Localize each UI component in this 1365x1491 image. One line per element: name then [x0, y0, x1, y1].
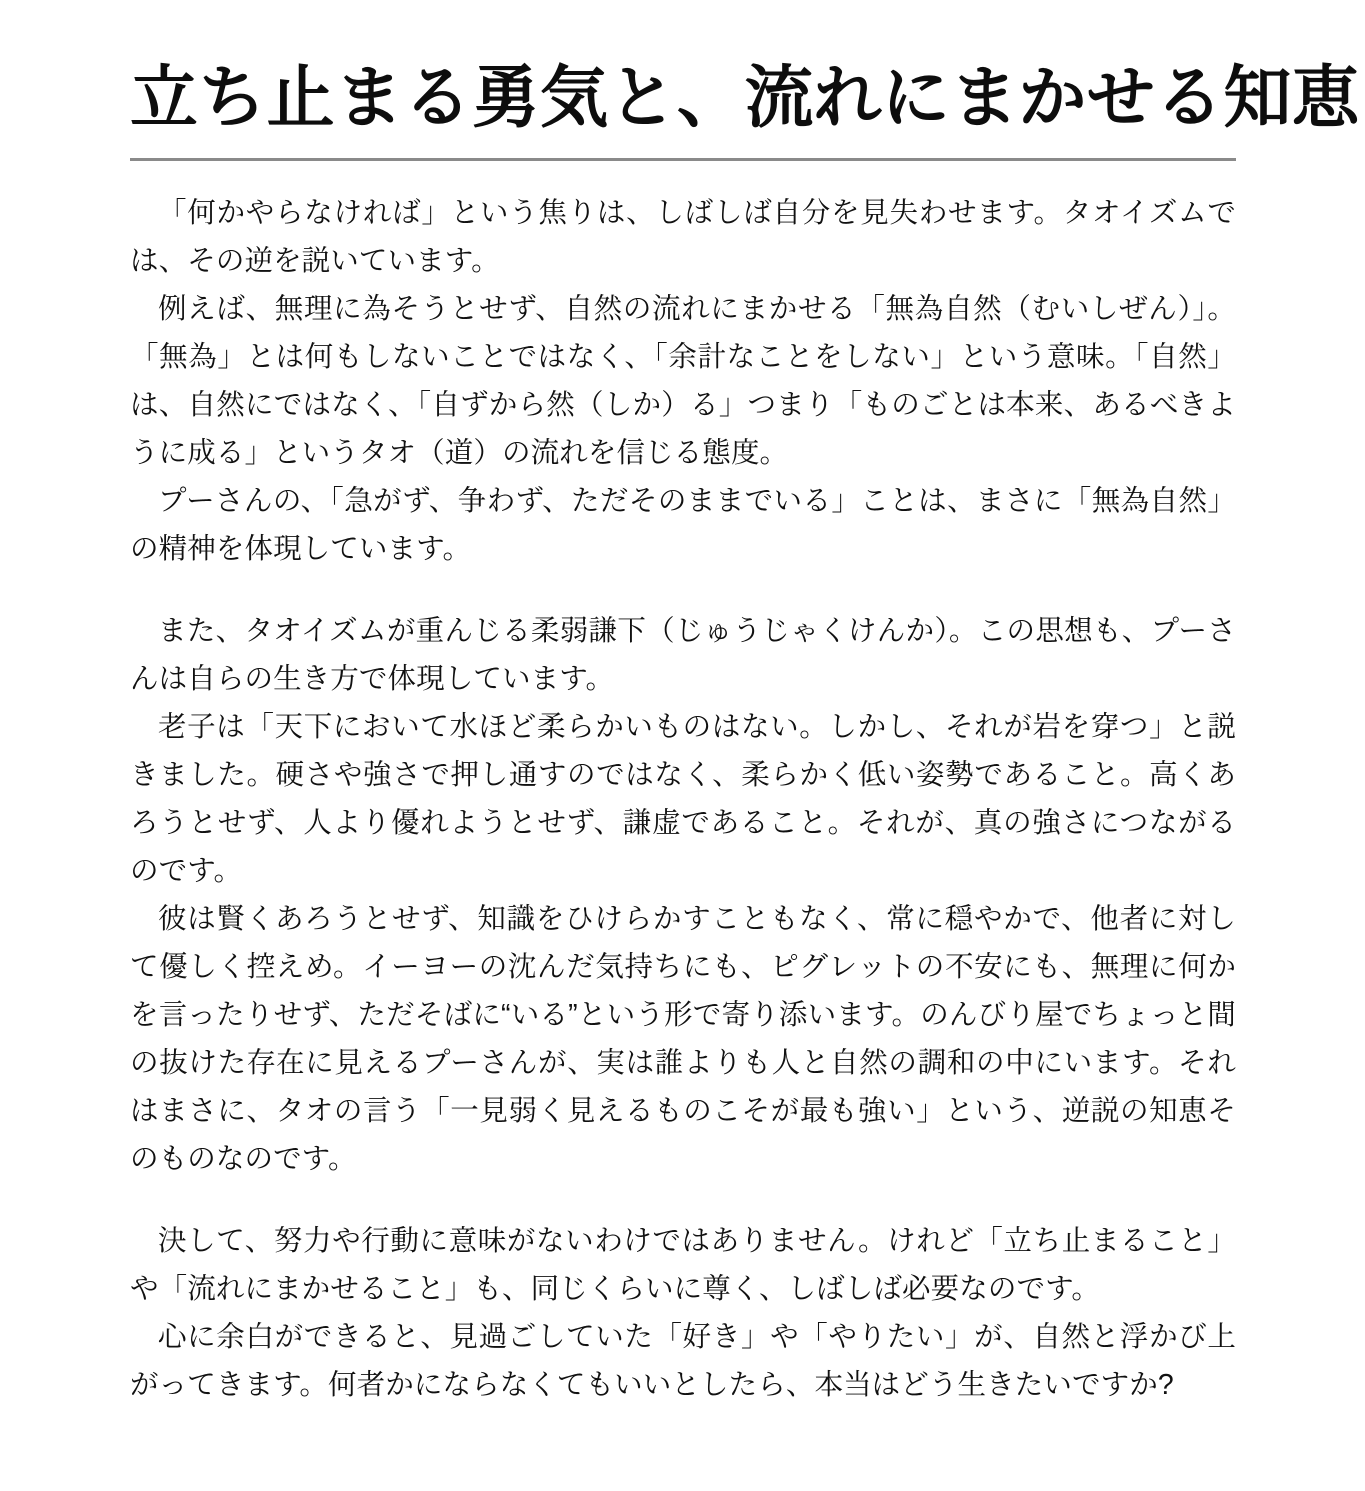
text-block	[130, 1217, 1236, 1409]
title-divider	[130, 158, 1236, 161]
text-block	[130, 607, 1236, 1183]
document-content	[130, 0, 1361, 1409]
paragraph: 決して、努力や行動に意味がないわけではありません。けれど「立ち止まること」や「流れにまかせること」も、同じくらいに尊く、しばしば必要なのです。	[130, 1225, 1236, 1306]
paragraph: また、タオイズムが重んじる柔弱謙下（じゅうじゃくけんか）。この思想も、プーさんは自らの生き方で体現しています。	[130, 615, 1236, 696]
paragraph: 心に余白ができると、見過ごしていた「好き」や「やりたい」が、自然と浮かび上がってきます。何者かにならなくてもいいとしたら、本当はどう生きたいですか?	[130, 1321, 1236, 1402]
text-block	[130, 189, 1236, 573]
paragraph: 彼は賢くあろうとせず、知識をひけらかすこともなく、常に穏やかで、他者に対して優しく控えめ。イーヨーの沈んだ気持ちにも、ピグレットの不安にも、無理に何かを言ったりせず、ただそばに“いる”という形で寄り添います。のんびり屋でちょっと間の抜けた存在に見えるプーさんが、実は誰よりも人と自然の調和の中にいます。それはまさに、タオの言う「一見弱く見えるものこそが最も強い」という、逆説の知恵そのものなのです。	[130, 903, 1236, 1176]
page-title: 立ち止まる勇気と、流れにまかせる知恵	[130, 60, 1361, 136]
paragraph: プーさんの、「急がず、争わず、ただそのままでいる」ことは、まさに「無為自然」の精神を体現しています。	[130, 485, 1236, 566]
paragraph: 「何かやらなければ」という焦りは、しばしば自分を見失わせます。タオイズムでは、その逆を説いています。	[130, 197, 1236, 278]
body-text	[130, 189, 1236, 1409]
paragraph: 老子は「天下において水ほど柔らかいものはない。しかし、それが岩を穿つ」と説きました。硬さや強さで押し通すのではなく、柔らかく低い姿勢であること。高くあろうとせず、人より優れようとせず、謙虚であること。それが、真の強さにつながるのです。	[130, 711, 1236, 888]
paragraph: 例えば、無理に為そうとせず、自然の流れにまかせる「無為自然（むいしぜん）」。「無為」とは何もしないことではなく、「余計なことをしない」という意味。「自然」は、自然にではなく、「自ずから然（しか）る」つまり「ものごとは本来、あるべきように成る」というタオ（道）の流れを信じる態度。	[130, 293, 1236, 470]
